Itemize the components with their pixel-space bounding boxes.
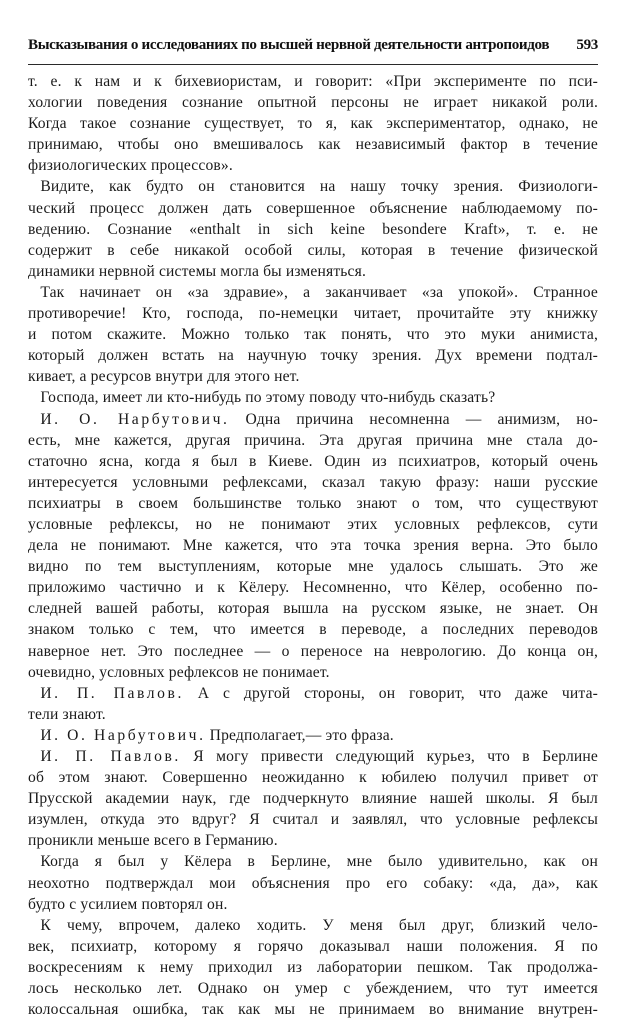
text-line xyxy=(28,894,598,915)
text-line xyxy=(28,788,598,809)
header-rule xyxy=(28,64,598,65)
line-text: знаком только с тем, что имеется в переводе, а последних переводов xyxy=(28,621,598,639)
running-header-title: Высказывания о исследованиях по высшей нервной деятельности антропоидов xyxy=(28,37,550,53)
line-text: т. е. к нам и к бихевиористам, и говорит: «При эксперименте по пси- xyxy=(28,73,598,90)
line-text: Прусской академии наук, где подчеркнуто влияние нашей школы. Я был xyxy=(28,790,598,808)
line-text: А с другой стороны, он говорит, что даже чита- xyxy=(183,684,598,702)
text-line xyxy=(28,535,598,556)
line-text: Видите, как будто он становится на нашу точку зрения. Физиологи- xyxy=(40,178,598,196)
line-text: ческий процесс должен дать совершенное объяснение наблюдаемому по- xyxy=(28,199,598,217)
line-text: изумлен, откуда это вдруг? Я считал и заявлял, что условные рефлексы xyxy=(28,811,598,829)
line-text: кивает, а ресурсов внутри для этого нет. xyxy=(28,368,300,386)
text-line xyxy=(28,303,598,324)
text-line xyxy=(28,641,598,662)
line-text: Так начинает он «за здравие», а заканчивает «за упокой». Странное xyxy=(40,283,598,301)
text-line xyxy=(28,598,598,619)
line-text: Господа, имеет ли кто-нибудь по этому поводу что-нибудь сказать? xyxy=(40,389,496,407)
line-text: лось несколько лет. Однако он умер с убеждением, что тут имеется xyxy=(28,980,598,998)
text-line xyxy=(28,155,598,176)
line-text: тели знают. xyxy=(28,705,106,723)
text-line xyxy=(28,324,598,345)
line-text: принимаю, чтобы оно вмешивалось как независимый фактор в течение xyxy=(28,136,598,154)
line-text: Предполагает,— это фраза. xyxy=(205,726,394,744)
text-line xyxy=(28,619,598,640)
line-text: хологии поведения сознание опытной персоны не играет никакой роли. xyxy=(28,94,598,112)
text-line xyxy=(28,282,598,303)
line-text: содержит в себе никакой особой силы, которая в течение физической xyxy=(28,241,598,259)
line-text: Когда такое сознание существует, то я, как экспериментатор, однако, не xyxy=(28,115,598,133)
text-line xyxy=(28,873,598,894)
running-header xyxy=(28,34,598,56)
text-line xyxy=(28,345,598,366)
text-line xyxy=(28,999,598,1020)
line-text: Одна причина несомненна — анимизм, но- xyxy=(229,410,599,428)
text-line xyxy=(28,261,598,282)
line-text: Я могу привести следующий курьез, что в Берлине xyxy=(180,748,598,765)
line-text: психиатры в своем большинстве только знают о том, что существуют xyxy=(28,494,598,512)
text-line xyxy=(28,92,598,113)
line-text: физиологических процессов». xyxy=(28,157,233,175)
text-line xyxy=(28,767,598,788)
speaker-name: И. П. Павлов. xyxy=(40,748,181,765)
line-text: интересуется условными рефлексами, сказал такую фразу: наши русские xyxy=(28,473,598,491)
text-line xyxy=(28,577,598,598)
line-text: приложимо частично и к Кёлеру. Несомненно, что Кёлер, особенно по- xyxy=(28,579,598,597)
text-line xyxy=(28,704,598,725)
text-line xyxy=(28,219,598,240)
text-line xyxy=(28,957,598,978)
line-text: видно по тем выступлениям, которые мне удалось слышать. Это же xyxy=(28,558,598,576)
line-text: проникли меньше всего в Германию. xyxy=(28,832,278,850)
speaker-name: И. О. Нарбутович. xyxy=(40,726,206,744)
line-text: воскресениям к нему приходил из лаборатории пешком. Так продолжа- xyxy=(28,958,598,976)
line-text: условные рефлексы, но не понимают этих условных рефлексов, сути xyxy=(28,515,598,533)
line-text: неохотно подтверждал мои объяснения про его собаку: «да, да», как xyxy=(28,874,598,892)
line-text: век, психиатр, которому я горячо доказывал наши положения. Я по xyxy=(28,937,598,955)
text-line xyxy=(28,366,598,387)
line-text: ведению. Сознание «enthalt in sich keine besondere Kraft», т. е. не xyxy=(28,220,598,238)
line-text: будто с усилием повторял он. xyxy=(28,895,228,913)
text-line xyxy=(28,725,598,746)
text-line xyxy=(28,451,598,472)
body-text xyxy=(28,71,598,1020)
text-line xyxy=(28,809,598,830)
text-line xyxy=(28,683,598,704)
text-line xyxy=(28,830,598,851)
text-line xyxy=(28,409,598,430)
text-line xyxy=(28,430,598,451)
text-line xyxy=(28,915,598,936)
line-text: К чему, впрочем, далеко ходить. У меня был друг, близкий чело- xyxy=(40,916,598,934)
line-text: очевидно, условных рефлексов не понимает. xyxy=(28,663,330,681)
line-text: следней вашей работы, которая вышла на русском языке, не знает. Он xyxy=(28,600,598,618)
text-line xyxy=(28,851,598,872)
text-line xyxy=(28,936,598,957)
line-text: динамики нервной системы могла бы изменяться. xyxy=(28,262,366,280)
line-text: есть, мне кажется, другая причина. Эта другая причина мне стала до- xyxy=(28,431,598,449)
text-line xyxy=(28,746,598,767)
line-text: и потом скажите. Можно только так понять, что это муки анимиста, xyxy=(28,326,598,344)
text-line xyxy=(28,198,598,219)
page-number: 593 xyxy=(576,37,598,53)
speaker-name: И. П. Павлов. xyxy=(40,684,184,702)
line-text: который должен встать на научную точку зрения. Дух времени подтал- xyxy=(28,347,598,365)
text-line xyxy=(28,662,598,683)
line-text: об этом знают. Совершенно неожиданно к юбилею получил привет от xyxy=(28,769,598,787)
text-line xyxy=(28,113,598,134)
line-text: статочно ясна, когда я был в Киеве. Один из психиатров, который очень xyxy=(28,452,598,470)
text-line xyxy=(28,71,598,92)
text-line xyxy=(28,134,598,155)
text-line xyxy=(28,240,598,261)
text-line xyxy=(28,387,598,408)
line-text: колоссальная ошибка, так как мы не принимаем во внимание внутрен- xyxy=(28,1001,598,1019)
text-line xyxy=(28,556,598,577)
text-line xyxy=(28,514,598,535)
text-line xyxy=(28,493,598,514)
text-line xyxy=(28,978,598,999)
line-text: противоречие! Кто, господа, по-немецки читает, прочитайте эту книжку xyxy=(28,305,598,323)
line-text: Когда я был у Кёлера в Берлине, мне было удивительно, как он xyxy=(40,853,598,871)
text-line xyxy=(28,176,598,197)
line-text: дела не понимают. Мне кажется, что эта точка зрения верна. Это было xyxy=(28,537,598,555)
text-line xyxy=(28,472,598,493)
line-text: наверное нет. Это последнее — о переносе на неврологию. До конца он, xyxy=(28,642,598,660)
speaker-name: И. О. Нарбутович. xyxy=(40,410,230,428)
